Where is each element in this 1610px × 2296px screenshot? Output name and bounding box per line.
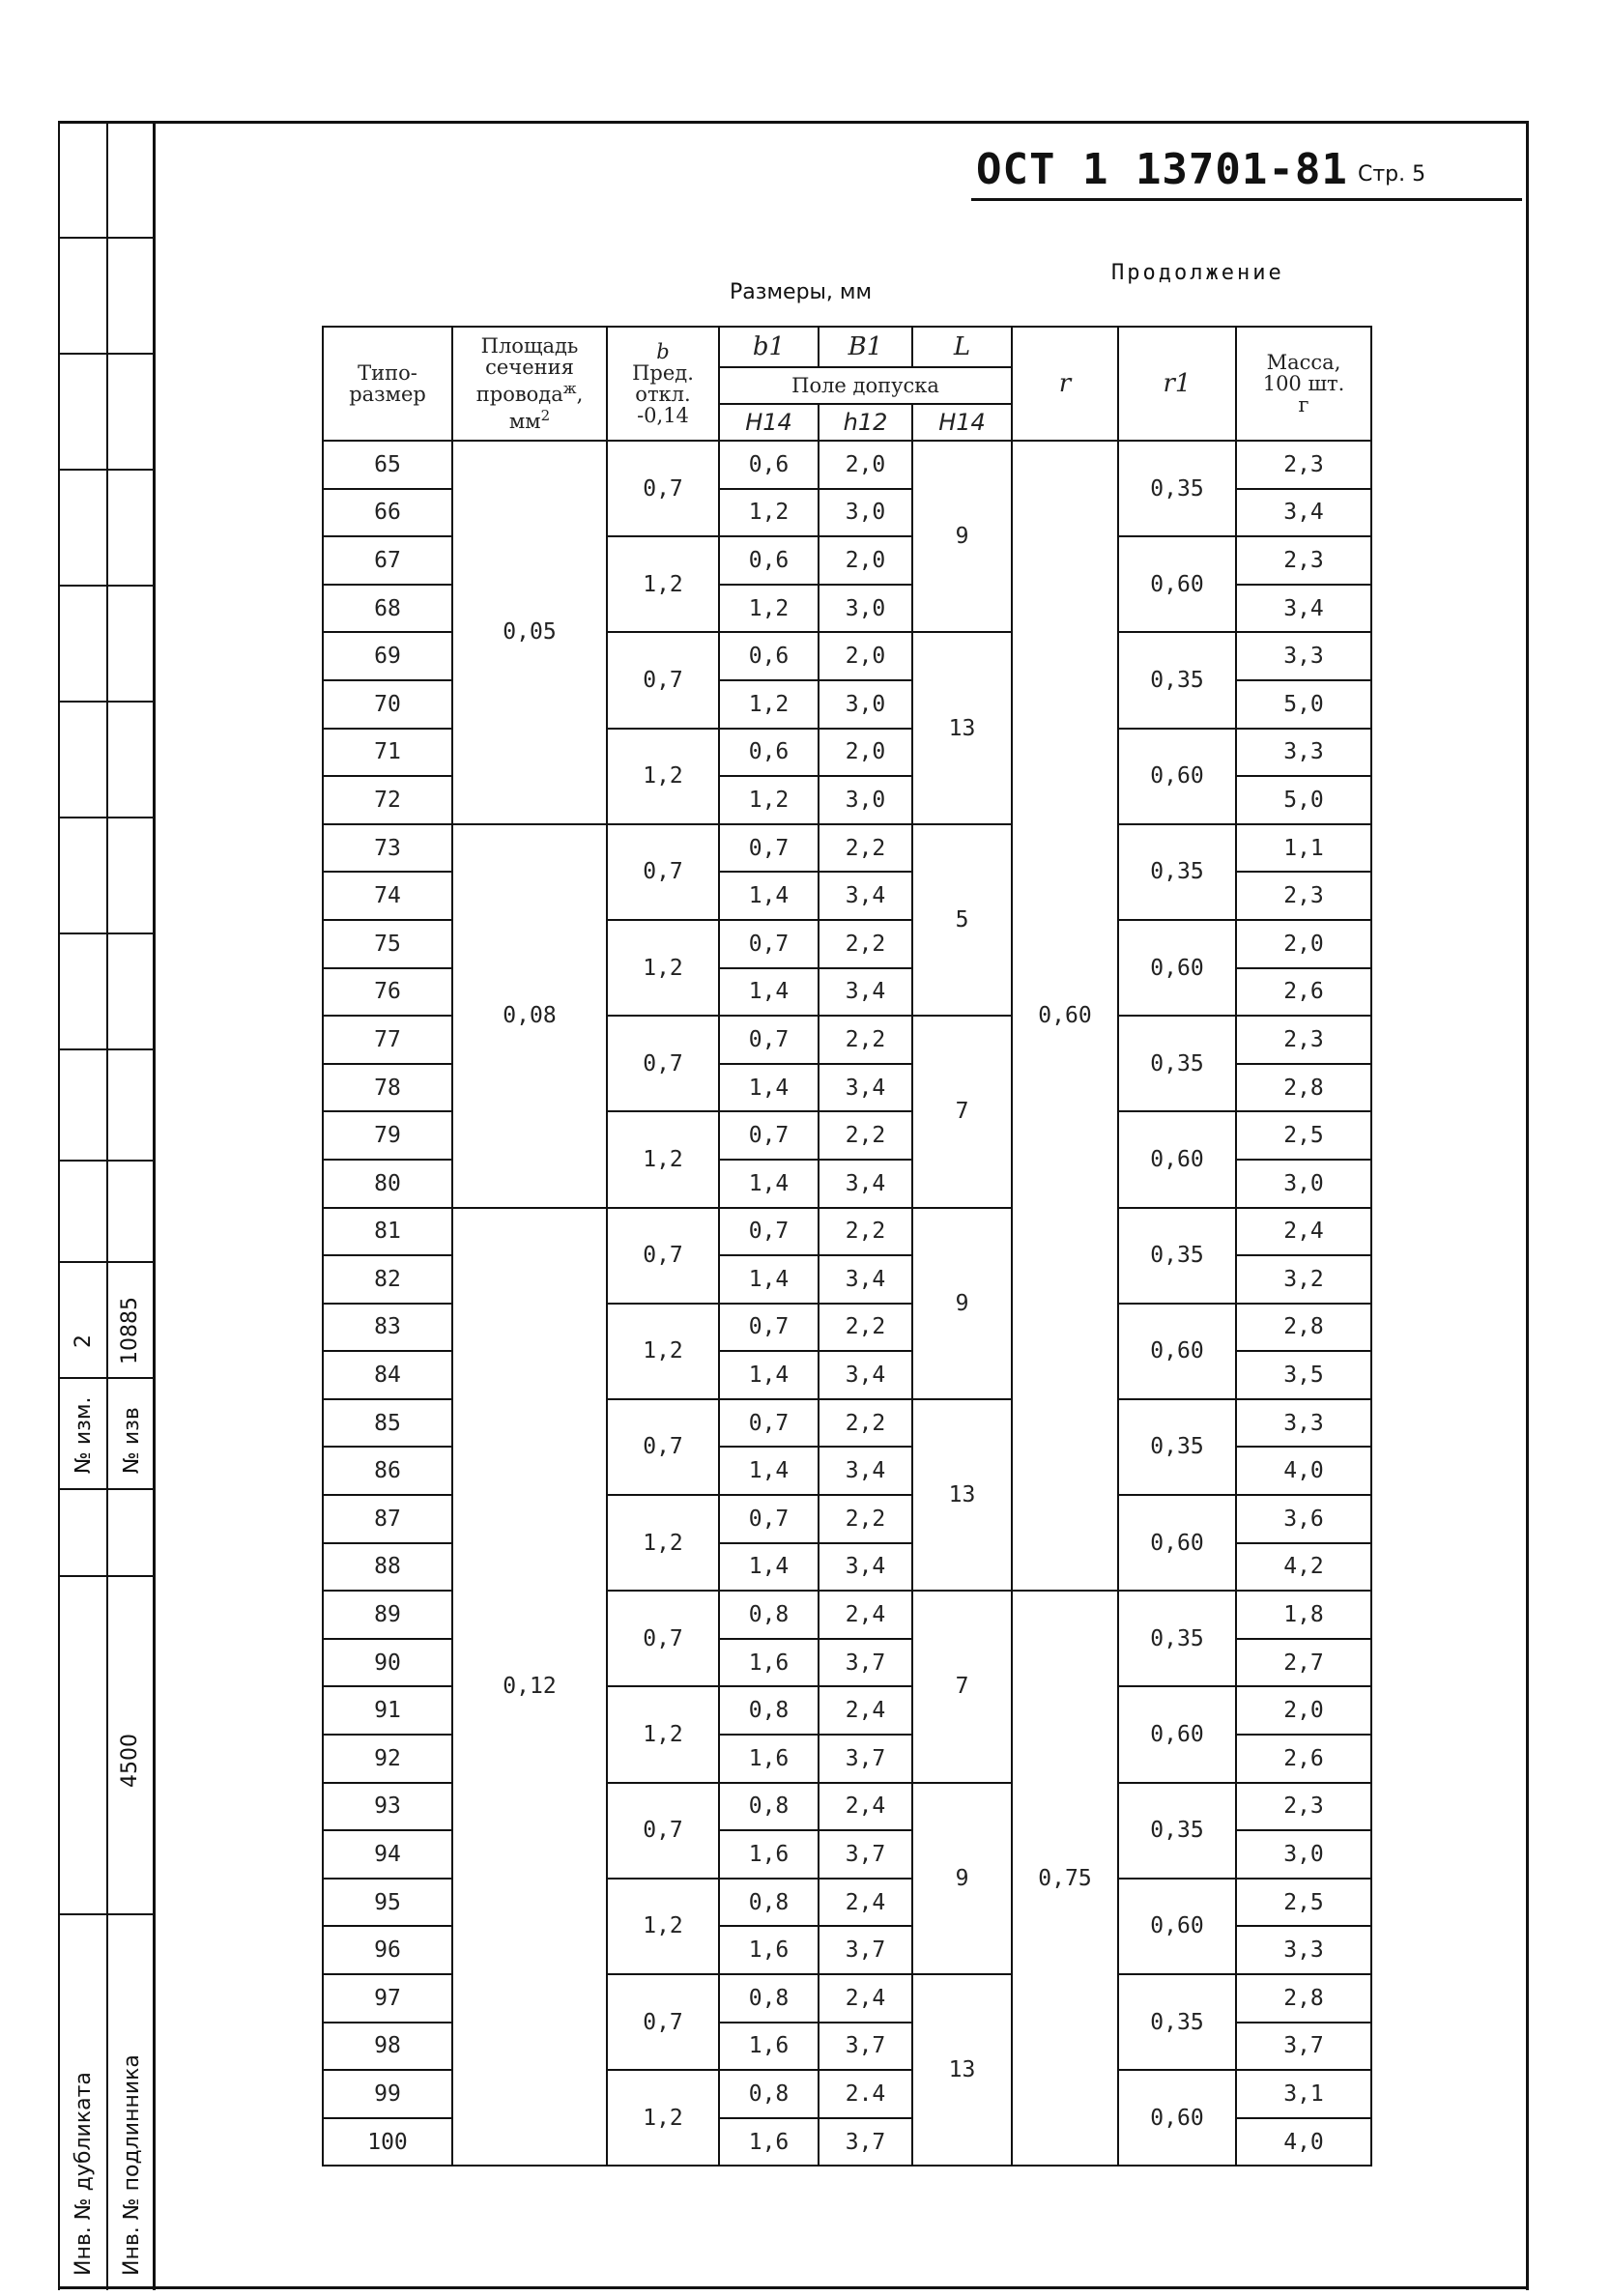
cell-r1: 0,60 xyxy=(1118,1495,1236,1591)
cell-B1: 2,2 xyxy=(819,1304,912,1352)
cell-b: 1,2 xyxy=(607,1495,719,1591)
cell-L: 5 xyxy=(912,824,1012,1016)
cell-B1: 2,4 xyxy=(819,1591,912,1639)
cell-b: 0,7 xyxy=(607,1399,719,1495)
cell-mass: 2,8 xyxy=(1236,1064,1371,1112)
cell-r1: 0,35 xyxy=(1118,824,1236,920)
cell-B1: 2,0 xyxy=(819,441,912,489)
cell-b1: 0,8 xyxy=(719,1783,819,1831)
cell-b1: 0,8 xyxy=(719,1591,819,1639)
cell-B1: 2,2 xyxy=(819,1495,912,1543)
cell-B1: 3,4 xyxy=(819,968,912,1017)
cell-mass: 3,1 xyxy=(1236,2070,1371,2118)
strip-divider xyxy=(60,1575,153,1577)
cell-b1: 0,7 xyxy=(719,920,819,968)
cell-type-size: 66 xyxy=(323,489,452,537)
document-code-underline xyxy=(971,198,1522,201)
cell-b1: 1,2 xyxy=(719,776,819,824)
header-tol-B1: h12 xyxy=(819,404,912,441)
cell-B1: 3,4 xyxy=(819,1255,912,1304)
cell-B1: 2,4 xyxy=(819,1686,912,1735)
cell-r1: 0,60 xyxy=(1118,729,1236,824)
header-type-size: Типо- размер xyxy=(323,327,452,441)
strip-divider xyxy=(60,469,153,471)
cell-B1: 2,4 xyxy=(819,1974,912,2023)
sizes-label: Размеры, мм xyxy=(730,280,873,304)
strip-divider xyxy=(60,1377,153,1379)
strip-divider xyxy=(60,1488,153,1490)
cell-b1: 1,2 xyxy=(719,680,819,729)
cell-type-size: 81 xyxy=(323,1208,452,1256)
cell-b1: 0,8 xyxy=(719,1974,819,2023)
header-wire-section-exp: 2 xyxy=(540,407,551,424)
cell-type-size: 84 xyxy=(323,1351,452,1399)
cell-b1: 1,2 xyxy=(719,489,819,537)
cell-r1: 0,35 xyxy=(1118,1591,1236,1686)
cell-b1: 0,7 xyxy=(719,824,819,873)
cell-b1: 0,7 xyxy=(719,1304,819,1352)
strip-value-change-no: 2 xyxy=(72,1335,96,1348)
strip-divider xyxy=(60,933,153,934)
cell-b1: 0,6 xyxy=(719,632,819,680)
cell-mass: 1,1 xyxy=(1236,824,1371,873)
cell-r: 0,60 xyxy=(1012,441,1118,1591)
cell-b1: 0,7 xyxy=(719,1399,819,1448)
cell-B1: 3,0 xyxy=(819,680,912,729)
cell-mass: 2,3 xyxy=(1236,536,1371,585)
cell-type-size: 68 xyxy=(323,585,452,633)
cell-mass: 3,4 xyxy=(1236,585,1371,633)
cell-b1: 1,4 xyxy=(719,1064,819,1112)
cell-B1: 3,0 xyxy=(819,776,912,824)
cell-b1: 0,7 xyxy=(719,1016,819,1064)
cell-B1: 3,0 xyxy=(819,489,912,537)
cell-mass: 4,0 xyxy=(1236,2118,1371,2167)
cell-B1: 3,4 xyxy=(819,1064,912,1112)
cell-b: 1,2 xyxy=(607,1879,719,1974)
cell-type-size: 69 xyxy=(323,632,452,680)
cell-r1: 0,35 xyxy=(1118,1016,1236,1111)
cell-B1: 2,2 xyxy=(819,824,912,873)
table-row xyxy=(323,1208,1371,1256)
cell-B1: 3,7 xyxy=(819,2118,912,2167)
cell-b1: 1,6 xyxy=(719,2118,819,2167)
frame-right-border xyxy=(1526,121,1529,2290)
cell-b1: 1,6 xyxy=(719,1830,819,1879)
header-wire-section-unit: мм xyxy=(508,410,541,433)
cell-type-size: 71 xyxy=(323,729,452,777)
cell-mass: 2,0 xyxy=(1236,1686,1371,1735)
strip-label-change-no: № изм. xyxy=(72,1396,96,1474)
cell-type-size: 70 xyxy=(323,680,452,729)
cell-mass: 5,0 xyxy=(1236,680,1371,729)
strip-divider xyxy=(60,1261,153,1263)
cell-type-size: 76 xyxy=(323,968,452,1017)
cell-mass: 2,3 xyxy=(1236,1783,1371,1831)
cell-b1: 0,7 xyxy=(719,1208,819,1256)
frame-inner-border xyxy=(153,121,156,2290)
cell-type-size: 75 xyxy=(323,920,452,968)
cell-b: 1,2 xyxy=(607,920,719,1016)
cell-b1: 0,7 xyxy=(719,1111,819,1160)
strip-divider xyxy=(60,701,153,703)
strip-divider xyxy=(60,1913,153,1915)
cell-mass: 5,0 xyxy=(1236,776,1371,824)
cell-B1: 2,0 xyxy=(819,536,912,585)
cell-b: 0,7 xyxy=(607,1974,719,2070)
cell-B1: 3,4 xyxy=(819,1447,912,1495)
cell-B1: 3,4 xyxy=(819,1160,912,1208)
cell-B1: 3,4 xyxy=(819,1543,912,1592)
cell-L: 13 xyxy=(912,1974,1012,2166)
cell-B1: 2.4 xyxy=(819,2070,912,2118)
table-body xyxy=(323,441,1371,2166)
cell-b: 1,2 xyxy=(607,1111,719,1207)
table-row xyxy=(323,441,1371,489)
dimensions-table xyxy=(322,326,1372,2167)
cell-b1: 1,6 xyxy=(719,1926,819,1974)
cell-type-size: 99 xyxy=(323,2070,452,2118)
cell-B1: 2,0 xyxy=(819,729,912,777)
strip-divider xyxy=(60,353,153,355)
cell-L: 9 xyxy=(912,441,1012,632)
cell-type-size: 77 xyxy=(323,1016,452,1064)
cell-b1: 0,6 xyxy=(719,729,819,777)
cell-mass: 2,6 xyxy=(1236,968,1371,1017)
cell-b1: 1,4 xyxy=(719,1543,819,1592)
cell-r1: 0,35 xyxy=(1118,632,1236,728)
header-r1: r1 xyxy=(1118,327,1236,441)
cell-mass: 3,4 xyxy=(1236,489,1371,537)
strip-value-notice-no: 10885 xyxy=(118,1297,142,1364)
cell-b1: 1,4 xyxy=(719,1255,819,1304)
header-wire-section: Площадь сечения провода$^ж$, $мм^2$ xyxy=(452,327,607,441)
cell-r1: 0,35 xyxy=(1118,1974,1236,2070)
cell-type-size: 100 xyxy=(323,2118,452,2167)
cell-type-size: 97 xyxy=(323,1974,452,2023)
table-row xyxy=(323,824,1371,873)
header-b1: b1 xyxy=(719,327,819,367)
cell-r1: 0,60 xyxy=(1118,1111,1236,1207)
cell-type-size: 93 xyxy=(323,1783,452,1831)
strip-label-duplicate-inv: Инв. № дубликата xyxy=(72,2072,96,2276)
strip-divider xyxy=(60,585,153,587)
cell-type-size: 90 xyxy=(323,1639,452,1687)
cell-L: 13 xyxy=(912,632,1012,823)
cell-b: 1,2 xyxy=(607,2070,719,2166)
cell-b1: 0,7 xyxy=(719,1495,819,1543)
cell-r: 0,75 xyxy=(1012,1591,1118,2166)
cell-b1: 0,8 xyxy=(719,2070,819,2118)
cell-wire-section: 0,12 xyxy=(452,1208,607,2167)
cell-r1: 0,60 xyxy=(1118,1686,1236,1782)
header-b-symbol: b xyxy=(656,340,670,363)
strip-divider xyxy=(60,1160,153,1162)
cell-b: 1,2 xyxy=(607,1686,719,1782)
cell-B1: 2,0 xyxy=(819,632,912,680)
cell-L: 7 xyxy=(912,1591,1012,1782)
cell-type-size: 79 xyxy=(323,1111,452,1160)
cell-b1: 1,4 xyxy=(719,872,819,920)
page-number: Стр. 5 xyxy=(1358,162,1426,187)
cell-mass: 2,6 xyxy=(1236,1735,1371,1783)
cell-type-size: 92 xyxy=(323,1735,452,1783)
cell-mass: 3,0 xyxy=(1236,1160,1371,1208)
cell-b: 0,7 xyxy=(607,824,719,920)
cell-b1: 1,6 xyxy=(719,2023,819,2071)
cell-mass: 3,3 xyxy=(1236,729,1371,777)
header-B1: B1 xyxy=(819,327,912,367)
header-mass: Масса, 100 шт. г xyxy=(1236,327,1371,441)
cell-B1: 3,0 xyxy=(819,585,912,633)
header-r: r xyxy=(1012,327,1118,441)
cell-mass: 2,0 xyxy=(1236,920,1371,968)
cell-type-size: 80 xyxy=(323,1160,452,1208)
cell-r1: 0,60 xyxy=(1118,536,1236,632)
cell-type-size: 82 xyxy=(323,1255,452,1304)
cell-B1: 2,4 xyxy=(819,1879,912,1927)
strip-divider xyxy=(60,817,153,818)
cell-mass: 3,3 xyxy=(1236,1926,1371,1974)
cell-b: 1,2 xyxy=(607,1304,719,1399)
cell-B1: 3,7 xyxy=(819,2023,912,2071)
continuation-label: Продолжение xyxy=(1111,261,1284,285)
frame-left-border xyxy=(58,121,60,2290)
header-L: L xyxy=(912,327,1012,367)
cell-b1: 0,8 xyxy=(719,1879,819,1927)
strip-divider xyxy=(60,1048,153,1050)
strip-value-original-inv: 4500 xyxy=(118,1734,142,1788)
cell-mass: 3,6 xyxy=(1236,1495,1371,1543)
cell-mass: 2,8 xyxy=(1236,1304,1371,1352)
cell-mass: 3,0 xyxy=(1236,1830,1371,1879)
cell-mass: 4,2 xyxy=(1236,1543,1371,1592)
cell-mass: 2,8 xyxy=(1236,1974,1371,2023)
cell-b1: 1,4 xyxy=(719,1351,819,1399)
cell-type-size: 72 xyxy=(323,776,452,824)
cell-b1: 0,6 xyxy=(719,441,819,489)
cell-r1: 0,35 xyxy=(1118,441,1236,536)
cell-r1: 0,60 xyxy=(1118,920,1236,1016)
header-b-tolerance: Пред. откл. -0,14 xyxy=(632,361,694,427)
cell-mass: 2,5 xyxy=(1236,1111,1371,1160)
cell-b: 0,7 xyxy=(607,1016,719,1111)
cell-b: 1,2 xyxy=(607,729,719,824)
cell-B1: 3,7 xyxy=(819,1639,912,1687)
cell-B1: 3,7 xyxy=(819,1735,912,1783)
document-code: ОСТ 1 13701-81 xyxy=(976,145,1348,194)
cell-mass: 2,3 xyxy=(1236,1016,1371,1064)
cell-mass: 3,3 xyxy=(1236,632,1371,680)
cell-L: 7 xyxy=(912,1016,1012,1207)
cell-type-size: 78 xyxy=(323,1064,452,1112)
cell-type-size: 98 xyxy=(323,2023,452,2071)
cell-mass: 2,3 xyxy=(1236,441,1371,489)
cell-wire-section: 0,08 xyxy=(452,824,607,1208)
cell-B1: 2,2 xyxy=(819,920,912,968)
cell-B1: 2,2 xyxy=(819,1208,912,1256)
cell-L: 9 xyxy=(912,1208,1012,1399)
cell-type-size: 73 xyxy=(323,824,452,873)
strip-label-original-inv: Инв. № подлинника xyxy=(120,2054,144,2276)
header-tol-L: H14 xyxy=(912,404,1012,441)
cell-b1: 1,4 xyxy=(719,1447,819,1495)
cell-B1: 3,7 xyxy=(819,1926,912,1974)
cell-mass: 4,0 xyxy=(1236,1447,1371,1495)
strip-divider xyxy=(60,237,153,239)
cell-b1: 1,4 xyxy=(719,968,819,1017)
cell-type-size: 85 xyxy=(323,1399,452,1448)
cell-type-size: 86 xyxy=(323,1447,452,1495)
frame-strip-divider xyxy=(106,121,108,2290)
cell-type-size: 83 xyxy=(323,1304,452,1352)
cell-type-size: 65 xyxy=(323,441,452,489)
cell-b1: 1,2 xyxy=(719,585,819,633)
cell-type-size: 67 xyxy=(323,536,452,585)
frame-bottom-border xyxy=(58,2286,1529,2289)
cell-mass: 3,5 xyxy=(1236,1351,1371,1399)
cell-B1: 2,2 xyxy=(819,1399,912,1448)
cell-type-size: 74 xyxy=(323,872,452,920)
header-tol-b1: H14 xyxy=(719,404,819,441)
cell-type-size: 89 xyxy=(323,1591,452,1639)
cell-type-size: 88 xyxy=(323,1543,452,1592)
cell-mass: 2,4 xyxy=(1236,1208,1371,1256)
cell-r1: 0,35 xyxy=(1118,1783,1236,1879)
cell-b1: 0,6 xyxy=(719,536,819,585)
cell-r1: 0,60 xyxy=(1118,1304,1236,1399)
cell-type-size: 94 xyxy=(323,1830,452,1879)
cell-b1: 1,6 xyxy=(719,1639,819,1687)
cell-b: 1,2 xyxy=(607,536,719,632)
cell-type-size: 87 xyxy=(323,1495,452,1543)
cell-mass: 2,5 xyxy=(1236,1879,1371,1927)
cell-type-size: 91 xyxy=(323,1686,452,1735)
cell-B1: 2,4 xyxy=(819,1783,912,1831)
cell-b: 0,7 xyxy=(607,1783,719,1879)
cell-b: 0,7 xyxy=(607,1591,719,1686)
cell-B1: 3,4 xyxy=(819,872,912,920)
cell-wire-section: 0,05 xyxy=(452,441,607,824)
cell-L: 9 xyxy=(912,1783,1012,1974)
cell-mass: 2,7 xyxy=(1236,1639,1371,1687)
cell-mass: 3,3 xyxy=(1236,1399,1371,1448)
cell-b1: 1,6 xyxy=(719,1735,819,1783)
cell-type-size: 95 xyxy=(323,1879,452,1927)
cell-b: 0,7 xyxy=(607,441,719,536)
cell-r1: 0,35 xyxy=(1118,1208,1236,1304)
cell-B1: 3,7 xyxy=(819,1830,912,1879)
cell-type-size: 96 xyxy=(323,1926,452,1974)
cell-B1: 2,2 xyxy=(819,1016,912,1064)
cell-mass: 2,3 xyxy=(1236,872,1371,920)
cell-b: 0,7 xyxy=(607,632,719,728)
cell-B1: 2,2 xyxy=(819,1111,912,1160)
cell-b1: 0,8 xyxy=(719,1686,819,1735)
cell-mass: 1,8 xyxy=(1236,1591,1371,1639)
cell-mass: 3,2 xyxy=(1236,1255,1371,1304)
cell-B1: 3,4 xyxy=(819,1351,912,1399)
frame-top-border xyxy=(58,121,1529,124)
cell-L: 13 xyxy=(912,1399,1012,1591)
header-tolerance-field: Поле допуска xyxy=(719,367,1012,404)
cell-b1: 1,4 xyxy=(719,1160,819,1208)
cell-b: 0,7 xyxy=(607,1208,719,1304)
cell-r1: 0,35 xyxy=(1118,1399,1236,1495)
strip-label-notice-no: № изв xyxy=(120,1407,144,1474)
cell-mass: 3,7 xyxy=(1236,2023,1371,2071)
cell-r1: 0,60 xyxy=(1118,2070,1236,2166)
cell-r1: 0,60 xyxy=(1118,1879,1236,1974)
header-b xyxy=(607,327,719,441)
header-asterisk: ж xyxy=(562,380,577,397)
